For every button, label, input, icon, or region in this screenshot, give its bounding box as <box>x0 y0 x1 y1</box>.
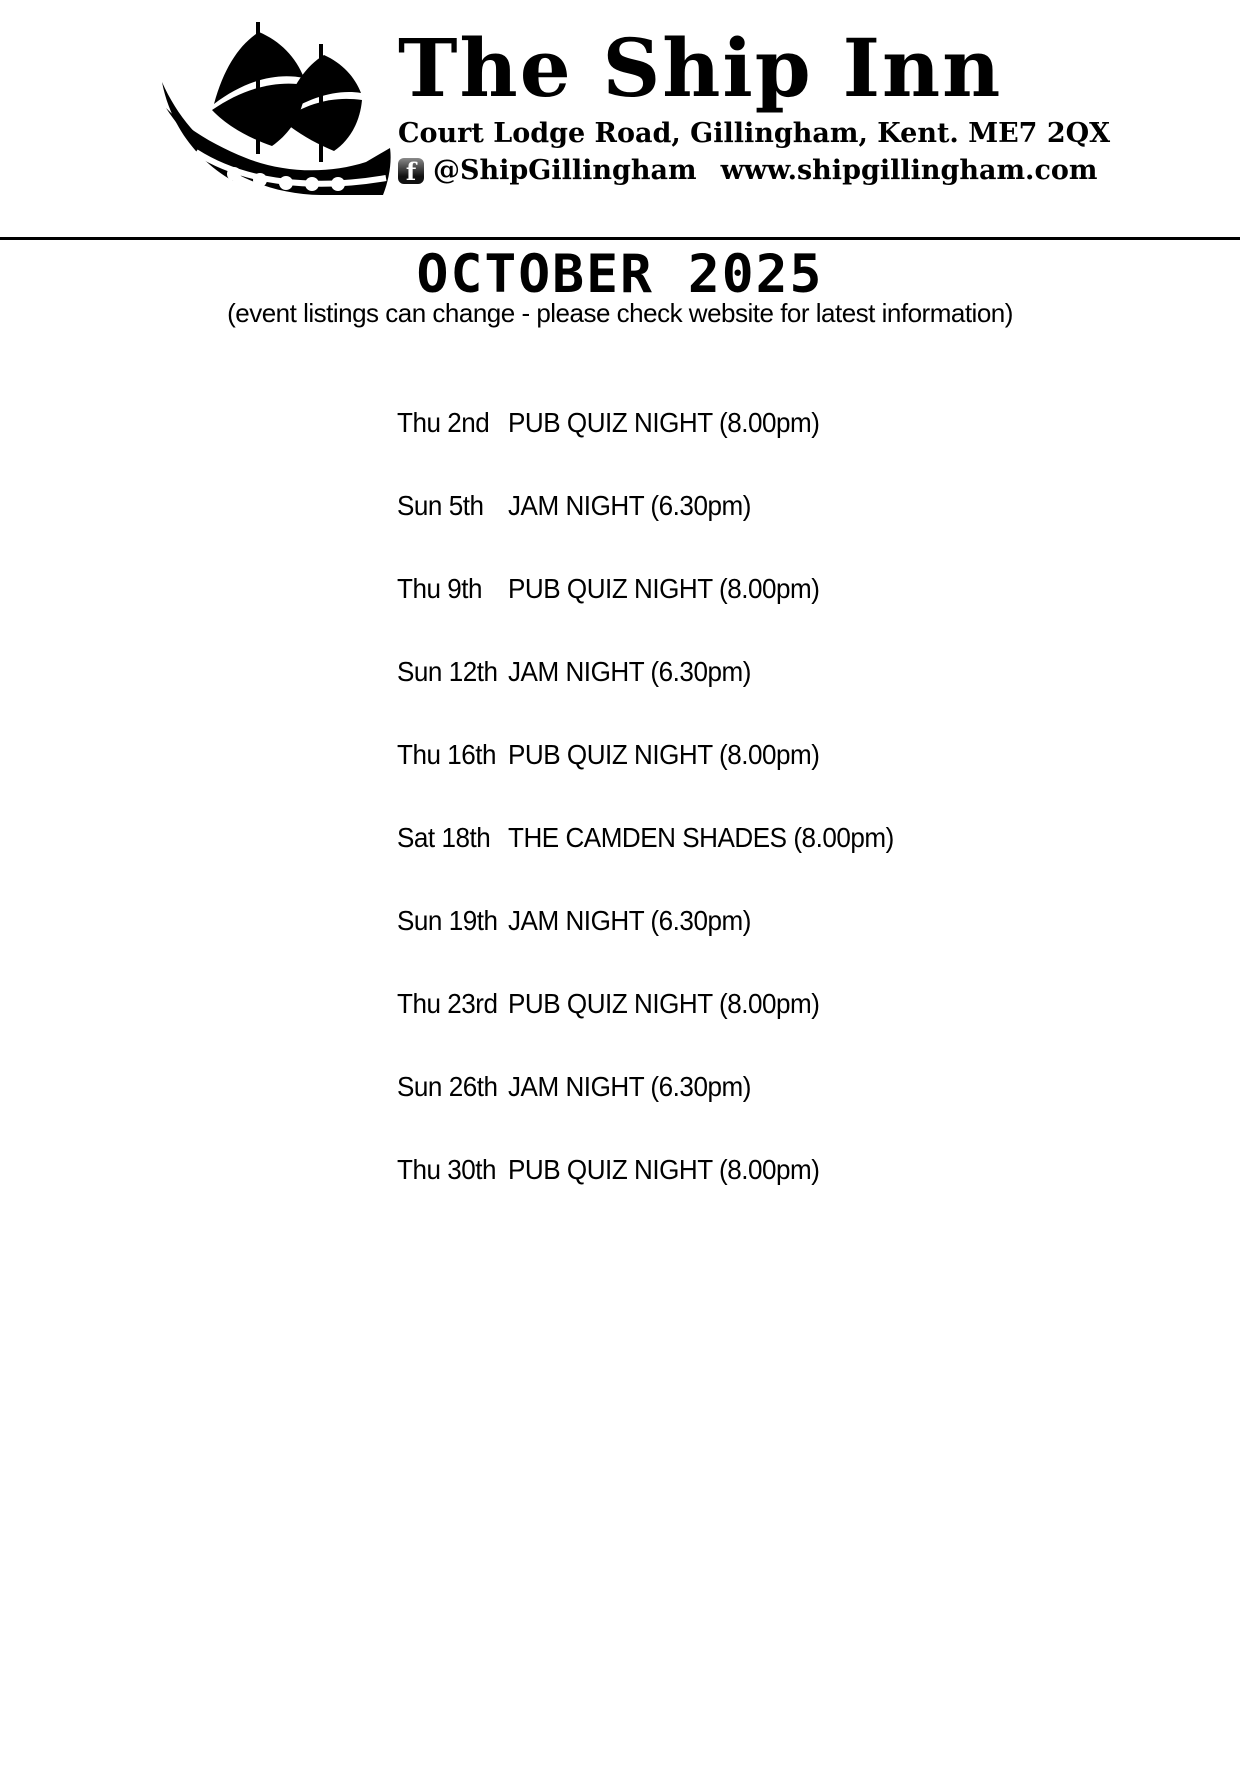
event-date: Thu 30th <box>397 1153 497 1185</box>
event-date: Thu 23rd <box>397 987 498 1019</box>
event-date: Thu 2nd <box>397 406 490 438</box>
event-date: Sun 19th <box>397 904 498 936</box>
event-name: PUB QUIZ NIGHT (8.00pm) <box>508 1153 820 1185</box>
event-row <box>397 464 1097 547</box>
event-name: PUB QUIZ NIGHT (8.00pm) <box>508 406 820 438</box>
facebook-icon: f <box>398 158 424 184</box>
event-date: Sun 26th <box>397 1070 498 1102</box>
event-name: PUB QUIZ NIGHT (8.00pm) <box>508 572 820 604</box>
event-row <box>397 381 1097 464</box>
event-date: Sun 12th <box>397 655 498 687</box>
event-row <box>397 879 1097 962</box>
event-row <box>397 796 1097 879</box>
event-date: Sat 18th <box>397 821 491 853</box>
event-row <box>397 962 1097 1045</box>
ship-logo <box>156 12 394 212</box>
month-title: OCTOBER 2025 <box>416 244 824 305</box>
event-name: PUB QUIZ NIGHT (8.00pm) <box>508 987 820 1019</box>
header-divider <box>0 237 1240 240</box>
event-date: Sun 5th <box>397 489 484 521</box>
event-name: JAM NIGHT (6.30pm) <box>508 1070 751 1102</box>
event-date: Thu 16th <box>397 738 497 770</box>
event-row <box>397 1128 1097 1211</box>
event-name: THE CAMDEN SHADES (8.00pm) <box>508 821 894 853</box>
event-name: JAM NIGHT (6.30pm) <box>508 655 751 687</box>
event-row <box>397 713 1097 796</box>
event-row <box>397 1045 1097 1128</box>
disclaimer-text: (event listings can change - please check website for latest information) <box>227 298 1013 328</box>
event-name: PUB QUIZ NIGHT (8.00pm) <box>508 738 820 770</box>
address-line: Court Lodge Road, Gillingham, Kent. ME7 2QX <box>398 118 1111 149</box>
event-date: Thu 9th <box>397 572 483 604</box>
event-row <box>397 630 1097 713</box>
website-url: www.shipgillingham.com <box>720 155 1098 186</box>
header-text <box>398 21 1111 186</box>
event-name: JAM NIGHT (6.30pm) <box>508 904 751 936</box>
event-name: JAM NIGHT (6.30pm) <box>508 489 751 521</box>
social-line <box>398 155 1110 186</box>
facebook-handle: @ShipGillingham <box>433 155 697 186</box>
event-row <box>397 547 1097 630</box>
event-list <box>397 381 1097 1211</box>
ship-icon <box>156 12 394 212</box>
pub-name-title: The Ship Inn <box>398 21 1003 115</box>
